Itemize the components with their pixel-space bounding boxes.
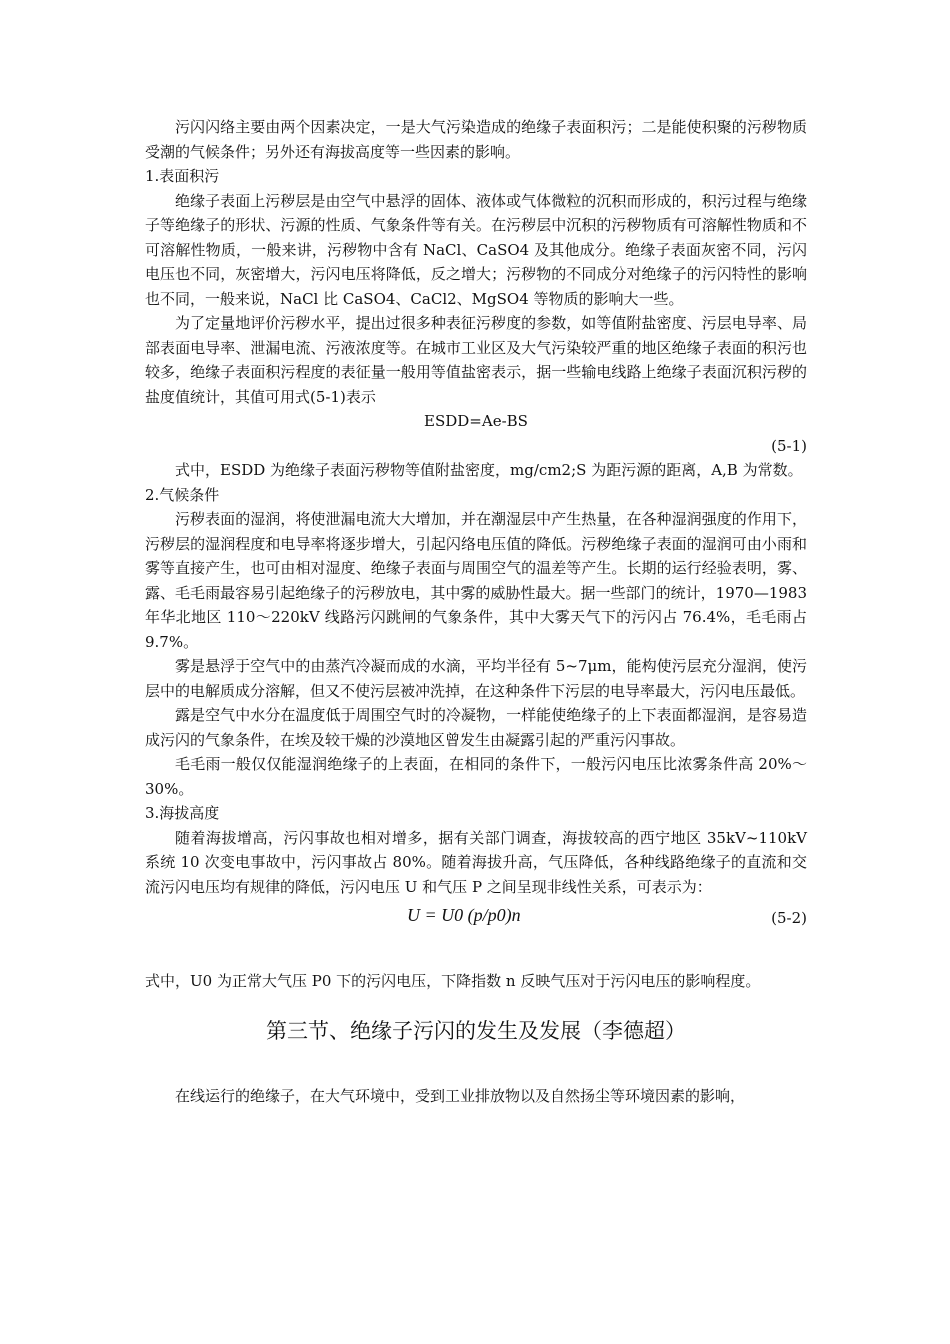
formula-5-2 bbox=[145, 899, 807, 969]
paragraph-7: 毛毛雨一般仅仅能湿润绝缘子的上表面，在相同的条件下，一般污闪电压比浓雾条件高 20%～30%。 bbox=[145, 755, 807, 798]
paragraph-3: 式中，ESDD 为绝缘子表面污秽物等值附盐密度，mg/cm2;S 为距污源的距离，A,B 为常数。 bbox=[175, 461, 803, 479]
paragraph-6: 露是空气中水分在温度低于周围空气时的冷凝物，一样能使绝缘子的上下表面都湿润，是容易造成污闪的气象条件，在埃及较干燥的沙漠地区曾发生由凝露引起的严重污闪事故。 bbox=[145, 706, 807, 749]
section-heading: 第三节、绝缘子污闪的发生及发展（李德超） bbox=[266, 1018, 686, 1043]
subheading-1: 1.表面积污 bbox=[145, 167, 220, 185]
formula-5-1-number: (5-1) bbox=[771, 436, 807, 455]
paragraph-5: 雾是悬浮于空气中的由蒸汽冷凝而成的水滴，平均半径有 5~7μm，能构使污层充分湿润，使污层中的电解质成分溶解，但又不使污层被冲洗掉，在这种条件下污层的电导率最大，污闪电压最低。 bbox=[145, 657, 807, 700]
intro-paragraph: 污闪闪络主要由两个因素决定，一是大气污染造成的绝缘子表面积污；二是能使积聚的污秽物质受潮的气候条件；另外还有海拔高度等一些因素的影响。 bbox=[145, 118, 807, 161]
paragraph-10: 在线运行的绝缘子，在大气环境中，受到工业排放物以及自然扬尘等环境因素的影响， bbox=[175, 1086, 746, 1105]
paragraph-4: 污秽表面的湿润，将使泄漏电流大大增加，并在潮湿层中产生热量，在各种湿润强度的作用下，污秽层的湿润程度和电导率将逐步增大，引起闪络电压值的降低。污秽绝缘子表面的湿润可由小雨和雾等直接产生，也可由相对湿度、绝缘子表面与周围空气的温差等产生。长期的运行经验表明，雾、露、毛毛雨最容易引起绝缘子的污秽放电，其中雾的威胁性最大。据一些部门的统计，1970—1983 年华北地区 110～220kV 线路污闪跳闸的气象条件，其中大雾天气下的污闪占 76.4%，毛毛雨占 9.7%。 bbox=[145, 510, 807, 651]
formula-5-2-number: (5-2) bbox=[771, 909, 807, 927]
subheading-3: 3.海拔高度 bbox=[145, 804, 220, 822]
paragraph-1: 绝缘子表面上污秽层是由空气中悬浮的固体、液体或气体微粒的沉积而形成的，积污过程与绝缘子等绝缘子的形状、污源的性质、气象条件等有关。在污秽层中沉积的污秽物质有可溶解性物质和不可溶解性物质，一般来讲，污秽物中含有 NaCl、CaSO4 及其他成分。绝缘子表面灰密不同，污闪电压也不同，灰密增大，污闪电压将降低，反之增大；污秽物的不同成分对绝缘子的污闪特性的影响也不同，一般来说，NaCl 比 CaSO4、CaCl2、MgSO4 等物质的影响大一些。 bbox=[145, 191, 807, 308]
paragraph-2: 为了定量地评价污秽水平，提出过很多种表征污秽度的参数，如等值附盐密度、污层电导率、局部表面电导率、泄漏电流、污液浓度等。在城市工业区及大气污染较严重的地区绝缘子表面的积污也较多，绝缘子表面积污程度的表征量一般用等值盐密表示，据一些输电线路上绝缘子表面沉积污秽的盐度值统计，其值可用式(5-1)表示 bbox=[145, 314, 807, 406]
paragraph-9: 式中，U0 为正常大气压 P0 下的污闪电压，下降指数 n 反映气压对于污闪电压的影响程度。 bbox=[145, 972, 761, 990]
formula-5-2-expression: U = U0 (p/p0)n bbox=[407, 905, 521, 925]
subheading-2: 2.气候条件 bbox=[145, 485, 220, 504]
formula-5-1: ESDD=Ae-BS bbox=[424, 412, 528, 430]
document-page bbox=[145, 115, 807, 1108]
paragraph-8: 随着海拔增高，污闪事故也相对增多，据有关部门调查，海拔较高的西宁地区 35kV~110kV 系统 10 次变电事故中，污闪事故占 80%。随着海拔升高，气压降低，各种线路绝缘子的直流和交流污闪电压均有规律的降低，污闪电压 U 和气压 P 之间呈现非线性关系，可表示为： bbox=[145, 828, 807, 896]
